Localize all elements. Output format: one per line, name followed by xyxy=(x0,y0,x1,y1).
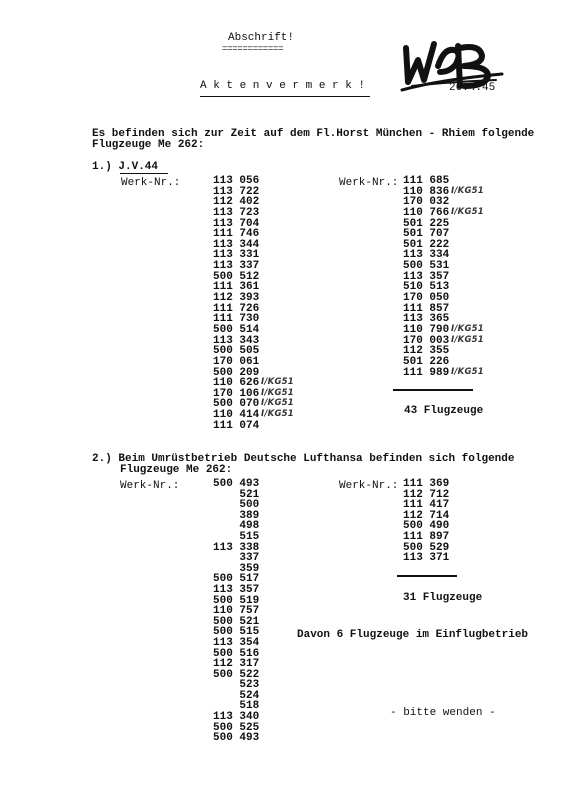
werk-nr-entry: 500 490 xyxy=(403,520,450,533)
section2-right-list xyxy=(403,479,493,564)
abschrift-underline: ============ xyxy=(222,44,284,54)
werk-nr-entry xyxy=(213,421,333,432)
section2-left-list xyxy=(213,479,303,744)
werk-nr-value: 113 337 xyxy=(213,260,260,273)
werk-nr-entry: 500 xyxy=(213,499,260,512)
section2-label-left: Werk-Nr.: xyxy=(120,480,180,492)
document-date: 26.4.45 xyxy=(449,82,496,94)
section2-total-rule xyxy=(397,575,457,577)
werk-nr-value: 113 365 xyxy=(403,313,450,326)
werk-nr-value: 113 331 xyxy=(213,249,260,262)
werk-nr-value: 170 106 xyxy=(213,387,260,400)
handwritten-note: I/KG51 xyxy=(451,206,484,217)
werk-nr-entry: 113 371 xyxy=(403,552,450,565)
werk-nr-value: 500 505 xyxy=(213,345,260,358)
section2-label-right: Werk-Nr.: xyxy=(339,480,399,492)
werk-nr-value: 500 514 xyxy=(213,323,260,336)
werk-nr-value: 500 209 xyxy=(213,366,260,379)
section1-total: 43 Flugzeuge xyxy=(404,405,484,417)
handwritten-note: I/KG51 xyxy=(451,334,484,345)
werk-nr-entry: 113 354 xyxy=(213,636,260,649)
werk-nr-entry: 500 529 xyxy=(403,541,450,554)
werk-nr-value: 111 361 xyxy=(213,281,260,294)
werk-nr-value: 510 513 xyxy=(403,281,450,294)
werk-nr-value: 112 355 xyxy=(403,345,450,358)
section2-total: 31 Flugzeuge xyxy=(403,592,483,604)
werk-nr-entry: 113 338 xyxy=(213,541,260,554)
section1-label-right: Werk-Nr.: xyxy=(339,177,399,189)
werk-nr-entry: 500 516 xyxy=(213,647,260,660)
werk-nr-entry: 500 515 xyxy=(213,626,260,639)
werk-nr-entry: 500 493 xyxy=(213,478,260,490)
werk-nr-entry: 500 525 xyxy=(213,721,260,734)
handwritten-note: I/KG51 xyxy=(261,387,294,398)
handwritten-note: I/KG51 xyxy=(261,377,294,388)
werk-nr-entry: 498 xyxy=(213,520,260,533)
werk-nr-value: 112 402 xyxy=(213,196,260,209)
werk-nr-entry: 523 xyxy=(213,679,260,692)
werk-nr-value: 110 836 xyxy=(403,185,450,198)
section1-total-rule xyxy=(393,389,473,391)
werk-nr-value: 170 003 xyxy=(403,334,450,347)
werk-nr-entry: 111 369 xyxy=(403,478,450,490)
werk-nr-entry: 113 340 xyxy=(213,711,260,724)
werk-nr-value: 170 050 xyxy=(403,292,450,305)
werk-nr-entry: 500 521 xyxy=(213,615,260,628)
werk-nr-entry: 111 417 xyxy=(403,499,450,512)
werk-nr-entry: 500 517 xyxy=(213,573,260,586)
abschrift-label: Abschrift! xyxy=(228,32,295,44)
section1-right-list xyxy=(403,176,523,378)
section1-left-list xyxy=(213,176,333,431)
werk-nr-entry: 500 522 xyxy=(213,668,260,681)
werk-nr-value: 501 222 xyxy=(403,238,450,251)
handwritten-note: I/KG51 xyxy=(261,398,294,409)
werk-nr-entry: 389 xyxy=(213,509,260,522)
werk-nr-value: 113 343 xyxy=(213,334,260,347)
werk-nr-value: 112 393 xyxy=(213,292,260,305)
section1-heading: 1.) J.V.44 xyxy=(92,161,159,173)
werk-nr-value: 110 414 xyxy=(213,409,260,422)
intro-line-1: Es befinden sich zur Zeit auf dem Fl.Horst München - Rhiem folgende xyxy=(92,128,535,140)
werk-nr-value: 113 722 xyxy=(213,185,260,198)
section1-label-left: Werk-Nr.: xyxy=(121,177,181,189)
werk-nr-entry: 113 357 xyxy=(213,583,260,596)
section2-heading-line-1: 2.) Beim Umrüstbetrieb Deutsche Lufthansa befinden sich folgende xyxy=(92,453,515,465)
werk-nr-value: 110 790 xyxy=(403,323,450,336)
werk-nr-value: 500 531 xyxy=(403,260,450,273)
werk-nr-entry: 359 xyxy=(213,562,260,575)
werk-nr-value: 500 070 xyxy=(213,398,260,411)
werk-nr-value: 113 344 xyxy=(213,238,260,251)
werk-nr-value: 501 226 xyxy=(403,355,450,368)
werk-nr-entry: 112 714 xyxy=(403,509,450,522)
handwritten-note: I/KG51 xyxy=(261,409,294,420)
werk-nr-value: 113 723 xyxy=(213,206,260,219)
werk-nr-value: 111 685 xyxy=(403,175,450,187)
werk-nr-value: 111 074 xyxy=(213,419,260,432)
werk-nr-value: 113 056 xyxy=(213,175,260,187)
werk-nr-entry: 500 493 xyxy=(213,732,260,745)
werk-nr-value: 111 989 xyxy=(403,366,450,379)
werk-nr-entry: 110 757 xyxy=(213,605,260,618)
werk-nr-entry xyxy=(403,368,523,379)
werk-nr-entry: 521 xyxy=(213,488,260,501)
title-underline xyxy=(200,96,370,97)
werk-nr-value: 170 061 xyxy=(213,355,260,368)
werk-nr-value: 500 512 xyxy=(213,270,260,283)
werk-nr-entry: 337 xyxy=(213,552,260,565)
werk-nr-value: 111 746 xyxy=(213,228,260,241)
werk-nr-entry: 524 xyxy=(213,689,260,702)
werk-nr-entry: 112 317 xyxy=(213,658,260,671)
handwritten-note: I/KG51 xyxy=(451,185,484,196)
werk-nr-value: 110 626 xyxy=(213,377,260,390)
turn-over-note: - bitte wenden - xyxy=(390,707,496,719)
werk-nr-value: 110 766 xyxy=(403,206,450,219)
section2-note: Davon 6 Flugzeuge im Einflugbetrieb xyxy=(297,629,529,641)
werk-nr-value: 113 357 xyxy=(403,270,450,283)
werk-nr-value: 111 726 xyxy=(213,302,260,315)
werk-nr-value: 170 032 xyxy=(403,196,450,209)
werk-nr-entry: 515 xyxy=(213,530,260,543)
werk-nr-entry: 111 897 xyxy=(403,530,450,543)
werk-nr-value: 501 225 xyxy=(403,217,450,230)
werk-nr-value: 113 334 xyxy=(403,249,450,262)
werk-nr-entry: 112 712 xyxy=(403,488,450,501)
werk-nr-value: 113 704 xyxy=(213,217,260,230)
section1-heading-underline xyxy=(120,173,168,174)
handwritten-note: I/KG51 xyxy=(451,366,484,377)
section2-heading-line-2: Flugzeuge Me 262: xyxy=(120,464,233,476)
intro-line-2: Flugzeuge Me 262: xyxy=(92,139,205,151)
werk-nr-entry: 518 xyxy=(213,700,260,713)
document-title: A k t e n v e r m e r k ! xyxy=(200,80,366,92)
werk-nr-value: 111 857 xyxy=(403,302,450,315)
werk-nr-entry: 500 519 xyxy=(213,594,260,607)
werk-nr-value: 111 730 xyxy=(213,313,260,326)
werk-nr-value: 501 707 xyxy=(403,228,450,241)
handwritten-note: I/KG51 xyxy=(451,323,484,334)
